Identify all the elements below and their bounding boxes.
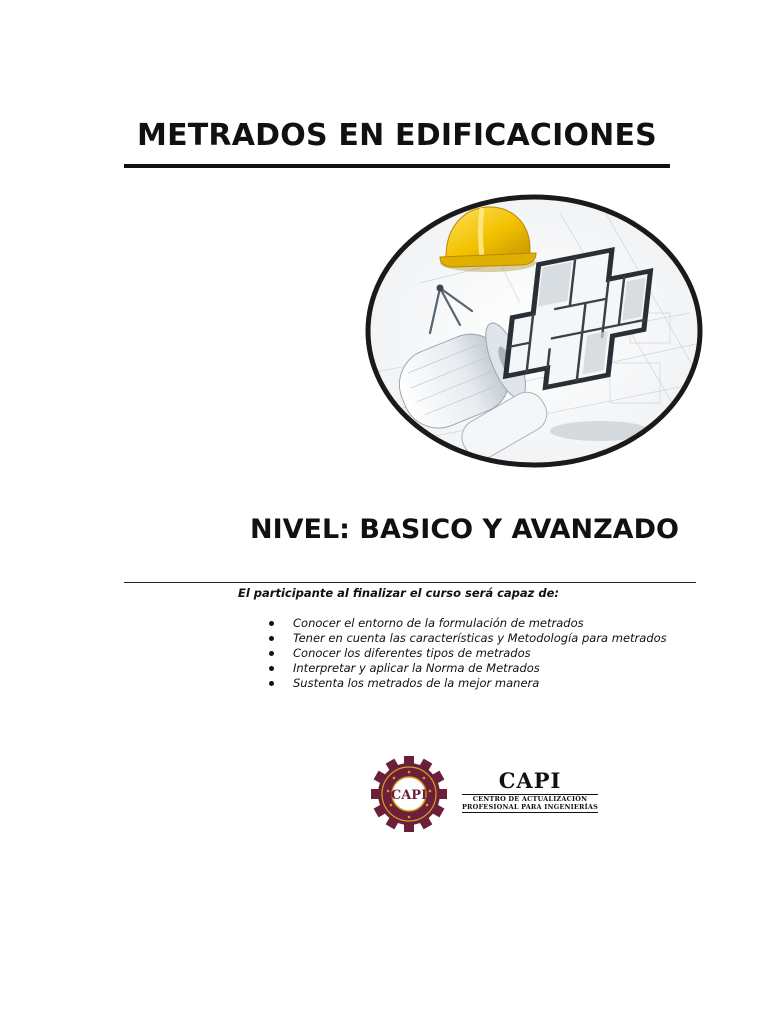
objective-text: Conocer el entorno de la formulación de metrados <box>293 616 584 630</box>
brand-tagline-line2: PROFESIONAL PARA INGENIERÍAS <box>461 803 599 811</box>
objective-item <box>262 661 667 676</box>
brand-tagline-line1: CENTRO DE ACTUALIZACIÓN <box>472 795 588 803</box>
objective-text: Interpretar y aplicar la Norma de Metrados <box>293 661 540 675</box>
capi-wordmark <box>460 770 600 814</box>
bullet-icon <box>269 636 274 641</box>
objective-text: Tener en cuenta las características y Metodología para metrados <box>293 631 667 645</box>
bullet-icon <box>269 666 274 671</box>
objective-item <box>262 631 667 646</box>
objective-item <box>262 646 667 661</box>
objectives-list <box>262 616 667 691</box>
objectives-intro: El participante al finalizar el curso será capaz de: <box>238 586 560 600</box>
bullet-icon <box>269 621 274 626</box>
objective-item <box>262 676 667 691</box>
brand-name: CAPI <box>498 768 562 793</box>
document-title: METRADOS EN EDIFICACIONES <box>137 118 657 153</box>
brand-rule-bottom <box>462 812 598 813</box>
bullet-icon <box>269 651 274 656</box>
section-divider <box>124 582 696 583</box>
objective-text: Sustenta los metrados de la mejor manera <box>293 676 540 690</box>
capi-seal-logo-icon <box>368 756 450 832</box>
bullet-icon <box>269 681 274 686</box>
seal-center-text: CAPI <box>390 788 428 803</box>
objective-text: Conocer los diferentes tipos de metrados <box>293 646 531 660</box>
title-underline <box>124 164 670 168</box>
course-level-heading: NIVEL: BASICO Y AVANZADO <box>250 514 679 545</box>
objective-item <box>262 616 667 631</box>
hard-hat-blueprint-illustration <box>360 193 708 473</box>
